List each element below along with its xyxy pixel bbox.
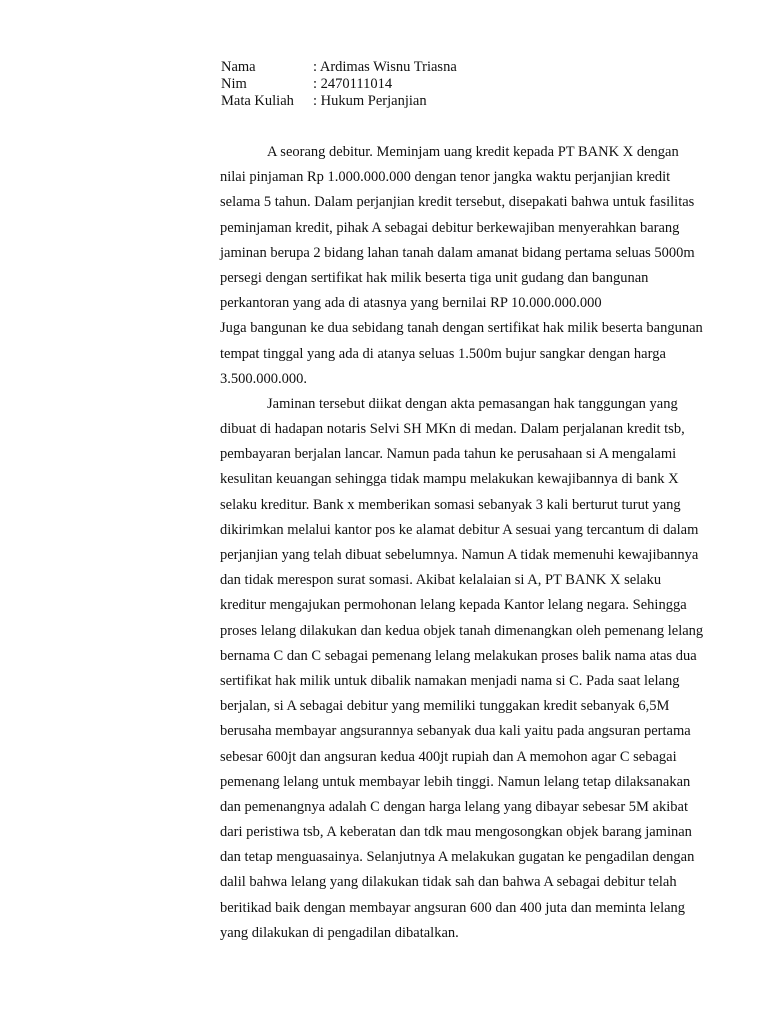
body-line: jaminan berupa 2 bidang lahan tanah dalam amanat bidang pertama seluas 5000m	[220, 244, 695, 261]
body-line: bernama C dan C sebagai pemenang lelang melakukan proses balik nama atas dua	[220, 647, 697, 664]
body-line: sebesar 600jt dan angsuran kedua 400jt rupiah dan A memohon agar C sebagai	[220, 748, 677, 765]
body-line: dibuat di hadapan notaris Selvi SH MKn di medan. Dalam perjalanan kredit tsb,	[220, 421, 685, 438]
header-row-nama	[221, 59, 741, 76]
nama-value: : Ardimas Wisnu Triasna	[313, 59, 457, 75]
case-text-body	[220, 140, 742, 946]
body-line: peminjaman kredit, pihak A sebagai debitur berkewajiban menyerahkan barang	[220, 219, 680, 236]
body-line: Jaminan tersebut diikat dengan akta pemasangan hak tanggungan yang	[267, 395, 678, 412]
body-line: kreditur mengajukan permohonan lelang kepada Kantor lelang negara. Sehingga	[220, 597, 687, 614]
nama-label: Nama	[221, 59, 256, 75]
body-line: pemenang lelang untuk membayar lebih tinggi. Namun lelang tetap dilaksanakan	[220, 773, 691, 790]
body-line: dan tetap menguasainya. Selanjutnya A melakukan gugatan ke pengadilan dengan	[220, 849, 695, 866]
mata-kuliah-value: : Hukum Perjanjian	[313, 93, 427, 109]
body-line: Juga bangunan ke dua sebidang tanah dengan sertifikat hak milik beserta bangunan	[220, 320, 703, 337]
body-line: dan pemenangnya adalah C dengan harga lelang yang dibayar sebesar 5M akibat	[220, 798, 688, 815]
body-line: beritikad baik dengan membayar angsuran 600 dan 400 juta dan meminta lelang	[220, 899, 686, 916]
body-line: perjanjian yang telah dibuat sebelumnya. Namun A tidak memenuhi kewajibannya	[220, 547, 699, 563]
body-line: selama 5 tahun. Dalam perjanjian kredit tersebut, disepakati bahwa untuk fasilitas	[220, 194, 695, 211]
body-line: tempat tinggal yang ada di atanya seluas 1.500m bujur sangkar dengan harga	[220, 345, 666, 362]
body-line: dalil bahwa lelang yang dilakukan tidak sah dan bahwa A sebagai debitur telah	[220, 874, 677, 891]
body-line: dikirimkan melalui kantor pos ke alamat debitur A sesuai yang tercantum di dalam	[220, 521, 699, 538]
body-line: selaku kreditur. Bank x memberikan somasi sebanyak 3 kali berturut turut yang	[220, 496, 681, 513]
body-line: pembayaran berjalan lancar. Namun pada tahun ke perusahaan si A mengalami	[220, 446, 677, 463]
body-line: dan tidak merespon surat somasi. Akibat kelalaian si A, PT BANK X selaku	[220, 572, 662, 589]
body-line: proses lelang dilakukan dan kedua objek tanah dimenangkan oleh pemenang lelang	[220, 622, 704, 639]
header-row-mata-kuliah	[221, 93, 741, 110]
body-line: persegi dengan sertifikat hak milik beserta tiga unit gudang dan bangunan	[220, 269, 649, 286]
body-line: yang dilakukan di pengadilan dibatalkan.	[220, 924, 459, 941]
body-line: berjalan, si A sebagai debitur yang memiliki tunggakan kredit sebanyak 6,5M	[220, 698, 670, 715]
body-line: A seorang debitur. Meminjam uang kredit kepada PT BANK X dengan	[267, 144, 679, 160]
student-info-header	[221, 59, 741, 110]
header-row-nim	[221, 76, 741, 93]
body-line: nilai pinjaman Rp 1.000.000.000 dengan tenor jangka waktu perjanjian kredit	[220, 169, 671, 186]
nim-value: : 2470111014	[313, 76, 393, 92]
body-line: berusaha membayar angsurannya sebanyak dua kali yaitu pada angsuran pertama	[220, 723, 691, 740]
body-line: perkantoran yang ada di atasnya yang bernilai RP 10.000.000.000	[220, 295, 602, 312]
body-line: 3.500.000.000.	[220, 370, 307, 387]
body-line: kesulitan keuangan sehingga tidak mampu melakukan kewajibannya di bank X	[220, 471, 679, 488]
body-line: dari peristiwa tsb, A keberatan dan tdk mau mengosongkan objek barang jaminan	[220, 824, 692, 841]
body-line: sertifikat hak milik untuk dibalik namakan menjadi nama si C. Pada saat lelang	[220, 672, 680, 689]
nim-label: Nim	[221, 76, 247, 92]
mata-kuliah-label: Mata Kuliah	[221, 93, 294, 109]
